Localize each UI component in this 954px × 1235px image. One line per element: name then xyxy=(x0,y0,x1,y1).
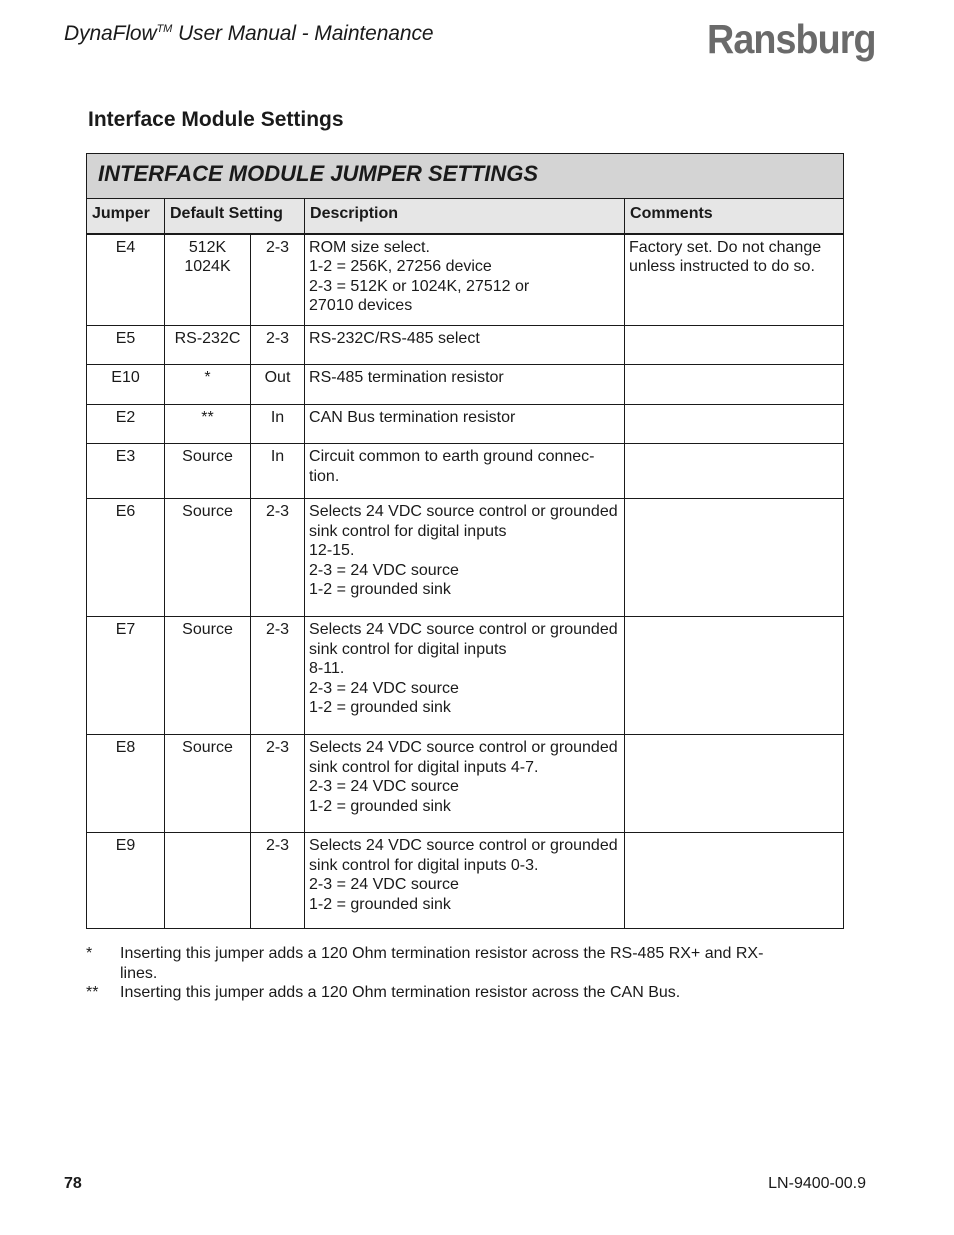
comments-cell xyxy=(625,833,844,929)
cell-line: 512K xyxy=(188,238,227,256)
jumper-cell: E6 xyxy=(87,499,165,617)
footnote-mark: ** xyxy=(86,984,99,1002)
cell-line: Source xyxy=(182,448,233,465)
cell-line: sink control for digital inputs xyxy=(309,522,507,540)
cell-line: 8-11. xyxy=(309,660,345,678)
position-cell: 2-3 xyxy=(251,833,305,929)
cell-line: Factory set. Do not change xyxy=(629,238,822,256)
cell-line: RS-232C xyxy=(174,330,241,347)
section-title: Interface Module Settings xyxy=(88,108,344,131)
default-setting-cell xyxy=(165,499,251,617)
description-cell xyxy=(305,326,625,365)
description-cell xyxy=(305,234,625,326)
comments-cell xyxy=(625,617,844,735)
cell-line: Circuit common to earth ground connec- xyxy=(309,448,595,465)
description-cell xyxy=(305,735,625,833)
position-cell: 2-3 xyxy=(251,499,305,617)
comments-cell xyxy=(625,405,844,444)
cell-line: ** xyxy=(201,409,214,426)
comments-cell xyxy=(625,499,844,617)
table-row xyxy=(87,735,844,833)
description-cell xyxy=(305,444,625,499)
default-setting-cell xyxy=(165,735,251,833)
product-name: DynaFlow xyxy=(64,22,157,45)
jumper-cell: E5 xyxy=(87,326,165,365)
cell-line: 1-2 = grounded sink xyxy=(309,699,451,717)
default-setting-cell xyxy=(165,326,251,365)
default-setting-cell xyxy=(165,444,251,499)
description-cell xyxy=(305,405,625,444)
cell-line: Source xyxy=(182,739,233,756)
cell-line: 12-15. xyxy=(309,542,355,560)
jumper-cell: E9 xyxy=(87,833,165,929)
jumper-cell: E10 xyxy=(87,365,165,405)
cell-line: 2-3 = 24 VDC source xyxy=(309,778,459,796)
cell-line: ROM size select. xyxy=(309,238,430,256)
description-cell xyxy=(305,499,625,617)
position-cell: In xyxy=(251,405,305,444)
comments-cell xyxy=(625,365,844,405)
table-row xyxy=(87,833,844,929)
cell-line: 1-2 = 256K, 27256 device xyxy=(309,258,492,276)
table-row xyxy=(87,234,844,326)
cell-line: CAN Bus termination resistor xyxy=(309,409,516,426)
trademark-mark: TM xyxy=(156,23,173,35)
position-cell: 2-3 xyxy=(251,234,305,326)
description-cell xyxy=(305,365,625,405)
jumper-settings-table-container xyxy=(86,153,844,929)
position-cell: In xyxy=(251,444,305,499)
description-cell xyxy=(305,833,625,929)
cell-line: 2-3 = 512K or 1024K, 27512 or xyxy=(309,277,530,295)
cell-line: Selects 24 VDC source control or grounded xyxy=(309,837,618,854)
default-setting-cell xyxy=(165,405,251,444)
cell-line: sink control for digital inputs 0-3. xyxy=(309,856,539,874)
jumper-cell: E2 xyxy=(87,405,165,444)
position-cell: 2-3 xyxy=(251,617,305,735)
position-cell: Out xyxy=(251,365,305,405)
table-row xyxy=(87,365,844,405)
cell-line: 1-2 = grounded sink xyxy=(309,895,451,913)
jumper-cell: E4 xyxy=(87,234,165,326)
table-body xyxy=(87,234,844,929)
cell-line: tion. xyxy=(309,467,340,485)
table-row xyxy=(87,326,844,365)
default-setting-cell xyxy=(165,234,251,326)
jumper-cell: E3 xyxy=(87,444,165,499)
table-row xyxy=(87,617,844,735)
cell-line: 2-3 = 24 VDC source xyxy=(309,561,459,579)
comments-cell xyxy=(625,234,844,326)
cell-line: 2-3 = 24 VDC source xyxy=(309,679,459,697)
cell-line: 2-3 = 24 VDC source xyxy=(309,876,459,894)
table-row xyxy=(87,405,844,444)
cell-line: Selects 24 VDC source control or grounded xyxy=(309,739,618,756)
default-setting-cell xyxy=(165,617,251,735)
footnotes xyxy=(86,944,800,1003)
cell-line: * xyxy=(204,369,211,386)
manual-header-title xyxy=(64,22,433,46)
ransburg-logo: Ransburg xyxy=(707,16,876,62)
comments-cell xyxy=(625,326,844,365)
jumper-cell: E7 xyxy=(87,617,165,735)
cell-line: Selects 24 VDC source control or grounded xyxy=(309,621,618,638)
comments-cell xyxy=(625,444,844,499)
cell-line: Selects 24 VDC source control or grounded xyxy=(309,503,618,520)
jumper-settings-table xyxy=(86,198,844,929)
header-comments: Comments xyxy=(625,199,844,234)
description-cell xyxy=(305,617,625,735)
table-banner: INTERFACE MODULE JUMPER SETTINGS xyxy=(86,153,844,198)
cell-line: 1-2 = grounded sink xyxy=(309,581,451,599)
cell-line: sink control for digital inputs xyxy=(309,640,507,658)
comments-cell xyxy=(625,735,844,833)
cell-line: 27010 devices xyxy=(309,297,413,315)
footnote-text: Inserting this jumper adds a 120 Ohm termination resistor across the CAN Bus. xyxy=(120,984,681,1002)
default-setting-cell xyxy=(165,833,251,929)
cell-line: RS-232C/RS-485 select xyxy=(309,330,480,347)
table-header-row xyxy=(87,199,844,234)
table-row xyxy=(87,499,844,617)
position-cell: 2-3 xyxy=(251,326,305,365)
footnote-double-asterisk xyxy=(86,983,800,1003)
header-jumper: Jumper xyxy=(87,199,165,234)
header-description: Description xyxy=(305,199,625,234)
footnote-text: Inserting this jumper adds a 120 Ohm termination resistor across the RS-485 RX+ and RX- lines. xyxy=(120,945,764,982)
cell-line: 1-2 = grounded sink xyxy=(309,797,451,815)
header-default-setting: Default Setting xyxy=(165,199,305,234)
footnote-single-asterisk xyxy=(86,944,800,983)
footnote-mark: * xyxy=(86,945,93,962)
manual-section-name: User Manual - Maintenance xyxy=(172,22,434,45)
cell-line: sink control for digital inputs 4-7. xyxy=(309,758,539,776)
cell-line: RS-485 termination resistor xyxy=(309,369,504,386)
table-row xyxy=(87,444,844,499)
document-code: LN-9400-00.9 xyxy=(768,1175,866,1192)
jumper-cell: E8 xyxy=(87,735,165,833)
cell-line: unless instructed to do so. xyxy=(629,258,815,276)
cell-line: 1024K xyxy=(184,258,231,276)
position-cell: 2-3 xyxy=(251,735,305,833)
default-setting-cell xyxy=(165,365,251,405)
cell-line: Source xyxy=(182,503,233,520)
page-number: 78 xyxy=(64,1175,82,1192)
cell-line: Source xyxy=(182,621,233,638)
